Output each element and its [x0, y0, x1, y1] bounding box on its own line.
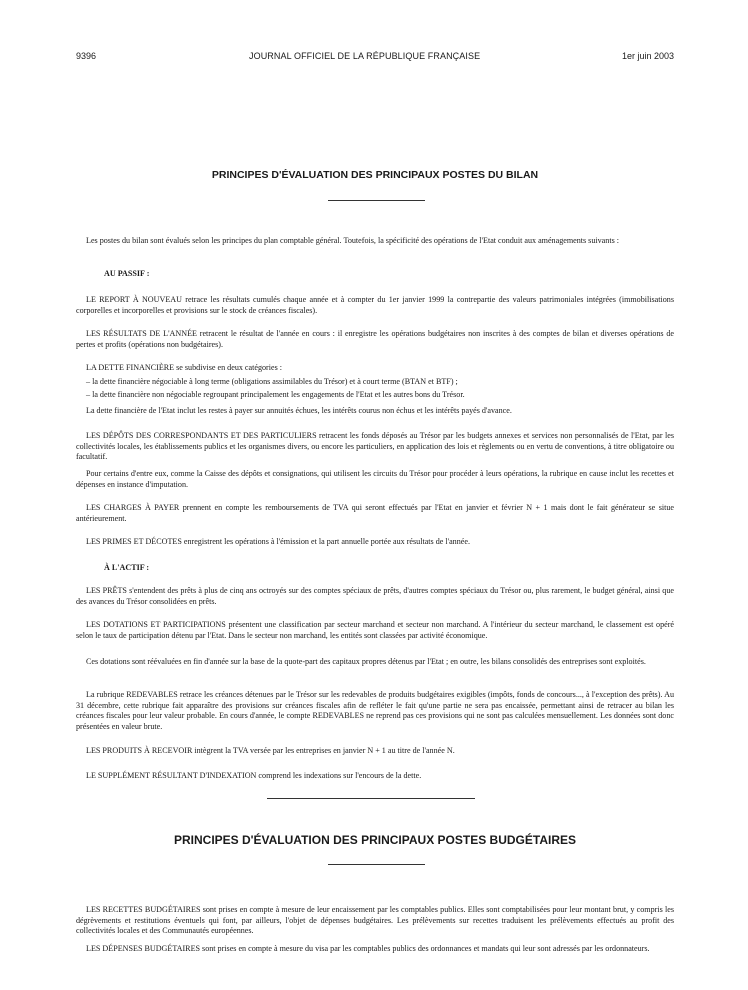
report-a-nouveau-paragraph: LE REPORT À NOUVEAU retrace les résultats cumulés chaque année et à compter du 1er janvier 1999 la contrepartie des valeurs patrimoniales intégrées (immobilisations corporelles et incorporelles et provisions sur le stock de créances fiscales).	[76, 295, 674, 315]
supplement-paragraph: LE SUPPLÉMENT RÉSULTANT D'INDEXATION comprend les indexations sur l'encours de la dette.	[86, 771, 422, 780]
title-rule	[328, 200, 425, 201]
dette-list-item: – la dette financière négociable à long terme (obligations assimilables du Trésor) et à court terme (BTAN et BTF) ;	[86, 377, 458, 386]
primes-paragraph: LES PRIMES ET DÉCOTES enregistrent les opérations à l'émission et la part annuelle portée aux résultats de l'année.	[86, 537, 470, 546]
passif-heading: AU PASSIF :	[104, 269, 150, 278]
produits-paragraph: LES PRODUITS À RECEVOIR intègrent la TVA versée par les entreprises en janvier N + 1 au titre de l'année N.	[86, 746, 455, 755]
intro-paragraph: Les postes du bilan sont évalués selon les principes du plan comptable général. Toutefois, la spécificité des opérations de l'Etat conduit aux aménagements suivants :	[86, 236, 619, 245]
dotations-paragraph: LES DOTATIONS ET PARTICIPATIONS présentent une classification par secteur marchand et secteur non marchand. A l'intérieur du secteur marchand, le classement est opéré selon le taux de participation détenu par l'Etat. Dans le secteur non marchand, les entités sont classées par activité économique.	[76, 620, 674, 640]
section-separator	[267, 798, 475, 799]
actif-heading: À L'ACTIF :	[104, 563, 150, 572]
dotations-note: Ces dotations sont réévaluées en fin d'année sur la base de la quote-part des capitaux propres détenus par l'Etat ; en outre, les bilans consolidés des entreprises sont exploités.	[86, 657, 646, 666]
dette-intro: LA DETTE FINANCIÈRE se subdivise en deux catégories :	[86, 363, 283, 372]
publication-date: 1er juin 2003	[621, 51, 674, 61]
recettes-paragraph: LES RECETTES BUDGÉTAIRES sont prises en compte à mesure de leur encaissement par les comptables publics. Elles sont comptabilisées pour leur montant brut, y compris les dégrèvements et restitutions éventuels qui font, par ailleurs, l'objet de dépenses budgétaires. Les prélèvements sur recettes traduisent les prélèvements effectués au profit des collectivités locales et des Communautés européennes.	[76, 905, 674, 936]
journal-title: JOURNAL OFFICIEL DE LA RÉPUBLIQUE FRANÇAISE	[249, 51, 481, 61]
section-title-budgetaires: PRINCIPES D'ÉVALUATION DES PRINCIPAUX POSTES BUDGÉTAIRES	[173, 833, 576, 847]
dette-list-item: – la dette financière non négociable regroupant principalement les engagements de l'Etat et les autres bons du Trésor.	[86, 390, 465, 399]
depenses-paragraph: LES DÉPENSES BUDGÉTAIRES sont prises en compte à mesure du visa par les comptables publics des ordonnances et mandats qui leur sont adressés par les ordonnateurs.	[86, 944, 650, 953]
page-number: 9396	[76, 51, 97, 61]
resultats-paragraph: LES RÉSULTATS DE L'ANNÉE retracent le résultat de l'année en cours : il enregistre les opérations budgétaires non inscrites à des comptes de bilan et diverses opérations de pertes et profits (opérations non budgétaires).	[76, 329, 674, 349]
depots-note: Pour certains d'entre eux, comme la Caisse des dépôts et consignations, qui utilisent les circuits du Trésor pour procéder à leurs opérations, la rubrique en cause inclut les recettes et dépenses en instance d'imputation.	[76, 469, 674, 489]
section-title-bilan: PRINCIPES D'ÉVALUATION DES PRINCIPAUX POSTES DU BILAN	[211, 169, 539, 181]
prets-paragraph: LES PRÊTS s'entendent des prêts à plus de cinq ans octroyés sur des comptes spéciaux de prêts, d'autres comptes spéciaux du Trésor ou, plus rarement, le budget général, ainsi que des avances du Trésor consolidées en prêts.	[76, 586, 674, 606]
depots-paragraph: LES DÉPÔTS DES CORRESPONDANTS ET DES PARTICULIERS retracent les fonds déposés au Trésor par les budgets annexes et services non personnalisés de l'Etat, par les collectivités locales, les établissements publics et les organismes divers, ou encore les particuliers, en application des lois et règlements ou en vertu de conventions, à titre obligatoire ou facultatif.	[76, 431, 674, 462]
charges-paragraph: LES CHARGES À PAYER prennent en compte les remboursements de TVA qui seront effectués par l'Etat en janvier et février N + 1 mais dont le fait générateur se situe antérieurement.	[76, 503, 674, 523]
dette-note: La dette financière de l'Etat inclut les restes à payer sur annuités échues, les intérêts courus non échus et les intérêts payés d'avance.	[86, 406, 512, 415]
title-rule	[328, 864, 425, 865]
redevables-paragraph: La rubrique REDEVABLES retrace les créances détenues par le Trésor sur les redevables de produits budgétaires exigibles (impôts, fonds de concours..., à l'exception des prêts). Au 31 décembre, cette rubrique fait apparaître des provisions sur créances fiscales afin de refléter le fait qu'une partie ne sera pas encaissée, permettant ainsi de retracer au bilan les créances fiscales pour leur valeur probable. En cours d'année, le compte REDEVABLES ne reprend pas ces provisions qui ne sont pas calculées mensuellement. Les données sont donc présentées en valeur brute.	[76, 690, 674, 731]
